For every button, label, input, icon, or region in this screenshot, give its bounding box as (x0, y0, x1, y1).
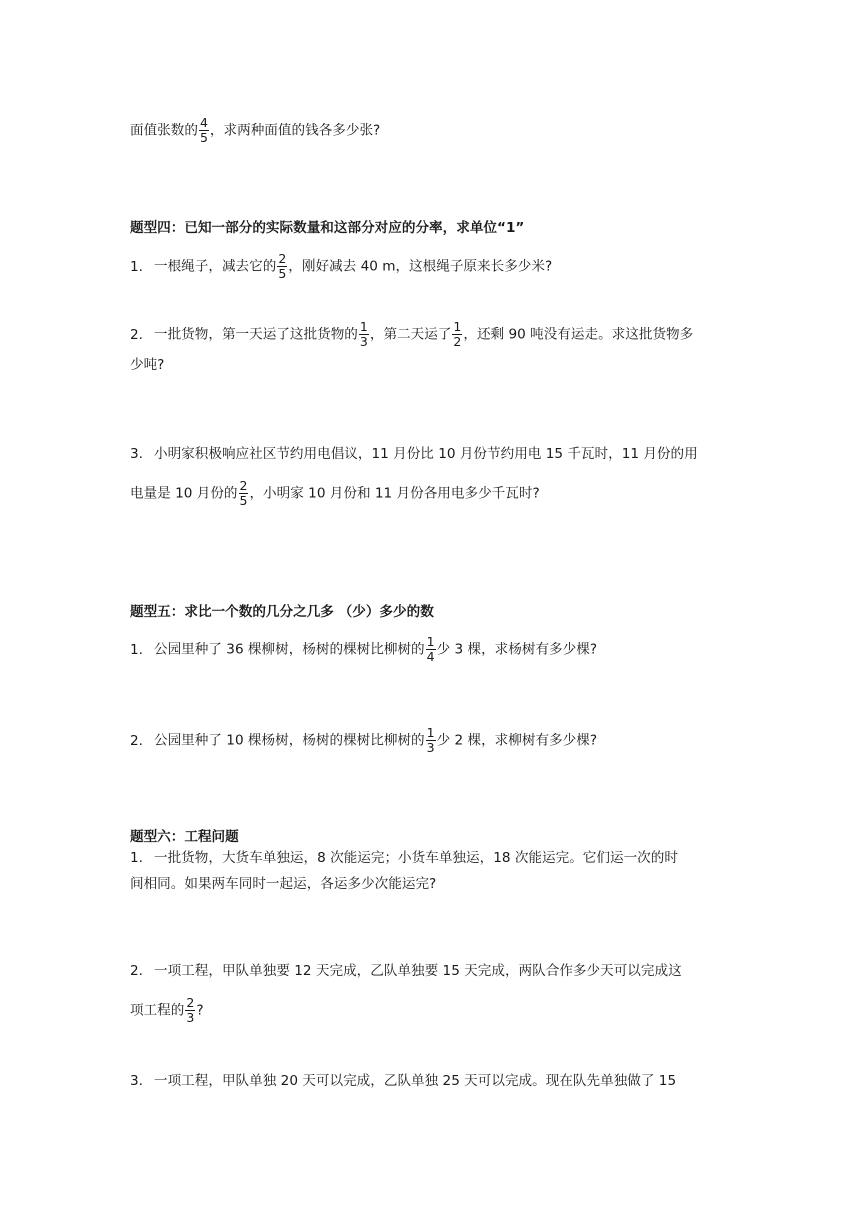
question-number: 2. (130, 963, 143, 979)
text: 一根绳子，减去它的 (154, 258, 277, 275)
fraction: $\frac{2}{3}$ (186, 995, 195, 1025)
fraction: $\frac{1}{4}$ (426, 634, 435, 664)
s6-question-1-cont: 间相同。如果两车同时一起运，各运多少次能运完? (130, 876, 437, 892)
text: 电量是 10 月份的 (130, 485, 238, 502)
fraction: $\frac{1}{2}$ (453, 319, 462, 349)
text: 少 2 棵，求柳树有多少棵? (436, 732, 598, 749)
question-number: 3. (130, 446, 143, 462)
s5-question-1 (130, 635, 597, 664)
text: ，第二天运了 (369, 326, 452, 343)
question-number: 1. (130, 258, 143, 275)
s4-question-1 (130, 252, 552, 281)
s4-question-3 (130, 443, 698, 465)
s5-question-2 (130, 726, 597, 755)
section6-heading: 题型六：工程问题 (130, 829, 239, 845)
text: 一批货物，大货车单独运，8 次能运完；小货车单独运，18 次能运完。它们运一次的时 (154, 850, 678, 866)
text: 公园里种了 10 棵杨树，杨树的棵树比柳树的 (154, 732, 425, 749)
text: 面值张数的 (130, 122, 198, 139)
fraction: $\frac{4}{5}$ (199, 115, 208, 145)
text: 项工程的 (130, 1002, 185, 1019)
text: ，求两种面值的钱各多少张? (209, 122, 381, 139)
question-number: 1. (130, 641, 143, 658)
s6-question-1 (130, 847, 678, 869)
fraction: $\frac{2}{5}$ (239, 478, 248, 508)
s6-question-2-cont (130, 996, 204, 1025)
text: 一项工程，甲队单独要 12 天完成，乙队单独要 15 天完成，两队合作多少天可以完成这 (154, 963, 682, 979)
fraction: $\frac{2}{5}$ (278, 251, 287, 281)
text: 公园里种了 36 棵柳树，杨树的棵树比柳树的 (154, 641, 425, 658)
question-number: 2. (130, 732, 143, 749)
text: ，刚好减去 40 m，这根绳子原来长多少米? (288, 258, 553, 275)
text: 一项工程，甲队单独 20 天可以完成，乙队单独 25 天可以完成。现在队先单独做了 15 (154, 1073, 677, 1089)
fraction: $\frac{1}{3}$ (359, 319, 368, 349)
fraction: $\frac{1}{3}$ (426, 725, 435, 755)
text: ，小明家 10 月份和 11 月份各用电多少千瓦时? (249, 485, 540, 502)
s4-question-2 (130, 320, 693, 349)
s6-question-2 (130, 960, 682, 982)
continuation-line (130, 116, 380, 145)
text: 小明家积极响应社区节约用电倡议，11 月份比 10 月份节约用电 15 千瓦时，11 月份的用 (154, 446, 698, 462)
text: ，还剩 90 吨没有运走。求这批货物多 (463, 326, 694, 343)
text: 少 3 棵，求杨树有多少棵? (436, 641, 598, 658)
question-number: 2. (130, 326, 143, 343)
text: 一批货物，第一天运了这批货物的 (154, 326, 358, 343)
s6-question-3 (130, 1070, 676, 1092)
s4-question-2-cont: 少吨? (130, 357, 165, 373)
question-number: 3. (130, 1073, 143, 1089)
section5-heading: 题型五：求比一个数的几分之几多 （少）多少的数 (130, 604, 434, 620)
s4-question-3-cont (130, 479, 540, 508)
section4-heading: 题型四：已知一部分的实际数量和这部分对应的分率，求单位“1” (130, 220, 525, 236)
question-number: 1. (130, 850, 143, 866)
text: ? (196, 1002, 204, 1019)
